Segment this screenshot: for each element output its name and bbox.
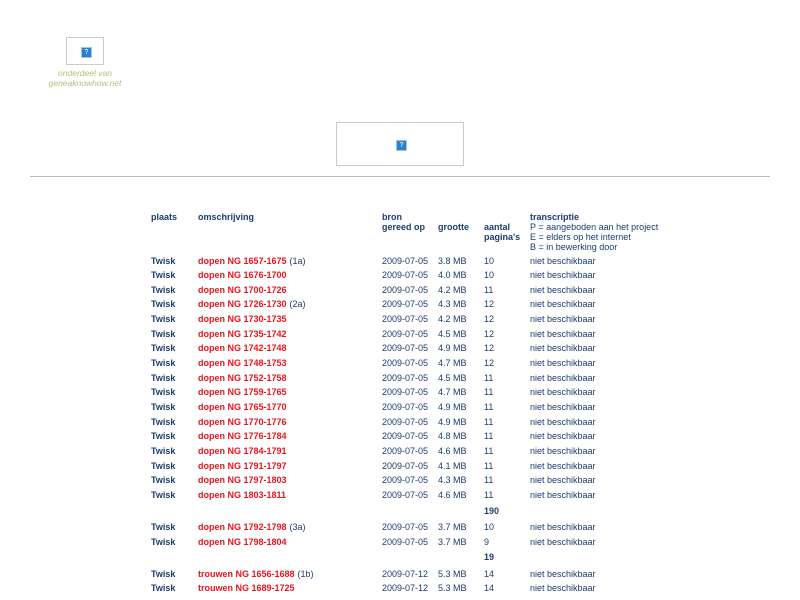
- row-transcription: niet beschikbaar: [530, 461, 596, 471]
- row-size: 4.7 MB: [438, 358, 467, 368]
- row-date: 2009-07-05: [382, 417, 429, 427]
- header-aantal: aantal: [484, 222, 511, 232]
- broken-image-icon: ?: [396, 140, 407, 151]
- row-plaats: Twisk: [151, 285, 176, 295]
- row-transcription: niet beschikbaar: [530, 285, 596, 295]
- row-description-link[interactable]: dopen NG 1735-1742: [198, 329, 287, 339]
- row-pages: 12: [484, 299, 495, 309]
- row-transcription: niet beschikbaar: [530, 256, 596, 266]
- row-date: 2009-07-05: [382, 461, 429, 471]
- row-size: 4.8 MB: [438, 431, 467, 441]
- row-transcription: niet beschikbaar: [530, 431, 596, 441]
- row-plaats: Twisk: [151, 343, 176, 353]
- row-transcription: niet beschikbaar: [530, 329, 596, 339]
- row-size: 4.5 MB: [438, 373, 467, 383]
- logo-caption[interactable]: [40, 68, 130, 88]
- divider: [30, 176, 770, 177]
- row-date: 2009-07-05: [382, 358, 429, 368]
- row-note: (1b): [297, 569, 314, 579]
- row-size: 4.9 MB: [438, 402, 467, 412]
- row-pages: 10: [484, 522, 495, 532]
- row-transcription: niet beschikbaar: [530, 402, 596, 412]
- banner-image: [336, 122, 464, 166]
- row-transcription: niet beschikbaar: [530, 475, 596, 485]
- row-size: 3.7 MB: [438, 537, 467, 547]
- row-size: 4.3 MB: [438, 299, 467, 309]
- row-plaats: Twisk: [151, 329, 176, 339]
- row-description-link[interactable]: dopen NG 1791-1797: [198, 461, 287, 471]
- row-transcription: niet beschikbaar: [530, 387, 596, 397]
- row-size: 3.7 MB: [438, 522, 467, 532]
- row-pages: 11: [484, 475, 494, 485]
- row-transcription: niet beschikbaar: [530, 343, 596, 353]
- row-description-link[interactable]: dopen NG 1797-1803: [198, 475, 287, 485]
- row-date: 2009-07-05: [382, 285, 429, 295]
- row-pages: 12: [484, 343, 495, 353]
- row-transcription: niet beschikbaar: [530, 314, 596, 324]
- row-pages: 10: [484, 256, 495, 266]
- row-transcription: niet beschikbaar: [530, 537, 596, 547]
- row-description-link[interactable]: dopen NG 1676-1700: [198, 270, 287, 280]
- row-size: 4.5 MB: [438, 329, 467, 339]
- row-pages: 11: [484, 285, 494, 295]
- row-plaats: Twisk: [151, 475, 176, 485]
- row-transcription: niet beschikbaar: [530, 583, 596, 593]
- row-description-link[interactable]: dopen NG 1765-1770: [198, 402, 287, 412]
- legend-p: P = aangeboden aan het project: [530, 222, 659, 232]
- row-plaats: Twisk: [151, 299, 176, 309]
- row-size: 4.9 MB: [438, 343, 467, 353]
- row-description-link[interactable]: dopen NG 1798-1804: [198, 537, 287, 547]
- row-date: 2009-07-05: [382, 314, 429, 324]
- row-size: 5.3 MB: [438, 569, 467, 579]
- row-date: 2009-07-05: [382, 387, 429, 397]
- row-pages: 11: [484, 417, 494, 427]
- row-date: 2009-07-12: [382, 569, 429, 579]
- row-plaats: Twisk: [151, 402, 176, 412]
- row-plaats: Twisk: [151, 417, 176, 427]
- row-date: 2009-07-05: [382, 431, 429, 441]
- row-pages: 11: [484, 461, 494, 471]
- row-pages: 11: [484, 446, 494, 456]
- row-description-link[interactable]: dopen NG 1792-1798: [198, 522, 287, 532]
- row-pages: 10: [484, 270, 495, 280]
- row-size: 4.0 MB: [438, 270, 467, 280]
- row-pages: 11: [484, 373, 494, 383]
- row-pages: 14: [484, 569, 495, 579]
- row-pages: 9: [484, 537, 490, 547]
- total-pages: 19: [484, 552, 495, 562]
- header-plaats: plaats: [151, 212, 178, 222]
- row-description-link[interactable]: trouwen NG 1689-1725: [198, 583, 295, 593]
- row-date: 2009-07-05: [382, 299, 429, 309]
- logo-image[interactable]: [66, 37, 104, 65]
- row-date: 2009-07-05: [382, 329, 429, 339]
- row-pages: 11: [484, 431, 494, 441]
- row-plaats: Twisk: [151, 522, 176, 532]
- row-transcription: niet beschikbaar: [530, 569, 596, 579]
- row-description-link[interactable]: dopen NG 1759-1765: [198, 387, 287, 397]
- row-description-link[interactable]: dopen NG 1700-1726: [198, 285, 287, 295]
- row-pages: 11: [484, 387, 494, 397]
- total-pages: 190: [484, 506, 500, 516]
- row-plaats: Twisk: [151, 461, 176, 471]
- row-plaats: Twisk: [151, 446, 176, 456]
- row-description-link[interactable]: dopen NG 1803-1811: [198, 490, 287, 500]
- row-description-link[interactable]: dopen NG 1726-1730: [198, 299, 287, 309]
- row-size: 4.3 MB: [438, 475, 467, 485]
- row-description-link[interactable]: trouwen NG 1656-1688: [198, 569, 295, 579]
- caption-line-1: onderdeel van: [58, 68, 112, 78]
- row-size: 3.8 MB: [438, 256, 467, 266]
- row-pages: 11: [484, 402, 494, 412]
- row-date: 2009-07-12: [382, 583, 429, 593]
- row-date: 2009-07-05: [382, 475, 429, 485]
- row-description-link[interactable]: dopen NG 1742-1748: [198, 343, 287, 353]
- header-grootte: grootte: [438, 222, 469, 232]
- row-transcription: niet beschikbaar: [530, 373, 596, 383]
- row-plaats: Twisk: [151, 387, 176, 397]
- row-date: 2009-07-05: [382, 402, 429, 412]
- row-transcription: niet beschikbaar: [530, 417, 596, 427]
- row-size: 4.9 MB: [438, 417, 467, 427]
- row-date: 2009-07-05: [382, 373, 429, 383]
- row-pages: 12: [484, 358, 495, 368]
- row-date: 2009-07-05: [382, 522, 429, 532]
- row-plaats: Twisk: [151, 431, 176, 441]
- row-plaats: Twisk: [151, 270, 176, 280]
- row-note: (3a): [289, 522, 306, 532]
- row-note: (1a): [289, 256, 306, 266]
- header-omschrijving: omschrijving: [198, 212, 255, 222]
- legend-b: B = in bewerking door: [530, 242, 618, 252]
- row-pages: 11: [484, 490, 494, 500]
- row-date: 2009-07-05: [382, 446, 429, 456]
- row-date: 2009-07-05: [382, 343, 429, 353]
- row-description-link[interactable]: dopen NG 1748-1753: [198, 358, 287, 368]
- row-date: 2009-07-05: [382, 256, 429, 266]
- row-size: 5.3 MB: [438, 583, 467, 593]
- header-transcriptie: transcriptie: [530, 212, 580, 222]
- row-pages: 12: [484, 314, 495, 324]
- row-note: (2a): [289, 299, 306, 309]
- row-transcription: niet beschikbaar: [530, 299, 596, 309]
- row-transcription: niet beschikbaar: [530, 358, 596, 368]
- header-bron: bron: [382, 212, 402, 222]
- row-plaats: Twisk: [151, 537, 176, 547]
- row-plaats: Twisk: [151, 583, 176, 593]
- row-plaats: Twisk: [151, 256, 176, 266]
- row-size: 4.7 MB: [438, 387, 467, 397]
- row-transcription: niet beschikbaar: [530, 270, 596, 280]
- row-plaats: Twisk: [151, 490, 176, 500]
- row-plaats: Twisk: [151, 373, 176, 383]
- row-date: 2009-07-05: [382, 490, 429, 500]
- row-pages: 12: [484, 329, 495, 339]
- row-description-link[interactable]: dopen NG 1752-1758: [198, 373, 287, 383]
- legend-e: E = elders op het internet: [530, 232, 631, 242]
- row-date: 2009-07-05: [382, 270, 429, 280]
- row-transcription: niet beschikbaar: [530, 522, 596, 532]
- row-transcription: niet beschikbaar: [530, 446, 596, 456]
- row-size: 4.2 MB: [438, 285, 467, 295]
- row-plaats: Twisk: [151, 314, 176, 324]
- row-description-link[interactable]: dopen NG 1784-1791: [198, 446, 287, 456]
- row-description-link[interactable]: dopen NG 1657-1675: [198, 256, 287, 266]
- row-size: 4.1 MB: [438, 461, 467, 471]
- header-gereed-op: gereed op: [382, 222, 426, 232]
- row-size: 4.6 MB: [438, 446, 467, 456]
- row-plaats: Twisk: [151, 358, 176, 368]
- row-transcription: niet beschikbaar: [530, 490, 596, 500]
- row-size: 4.6 MB: [438, 490, 467, 500]
- row-size: 4.2 MB: [438, 314, 467, 324]
- row-description-link[interactable]: dopen NG 1770-1776: [198, 417, 287, 427]
- caption-line-2: geneaknowhow.net: [48, 78, 122, 88]
- header-paginas: pagina's: [484, 232, 521, 242]
- row-plaats: Twisk: [151, 569, 176, 579]
- broken-image-icon: ?: [81, 47, 92, 58]
- row-description-link[interactable]: dopen NG 1730-1735: [198, 314, 287, 324]
- row-date: 2009-07-05: [382, 537, 429, 547]
- row-description-link[interactable]: dopen NG 1776-1784: [198, 431, 287, 441]
- row-pages: 14: [484, 583, 495, 593]
